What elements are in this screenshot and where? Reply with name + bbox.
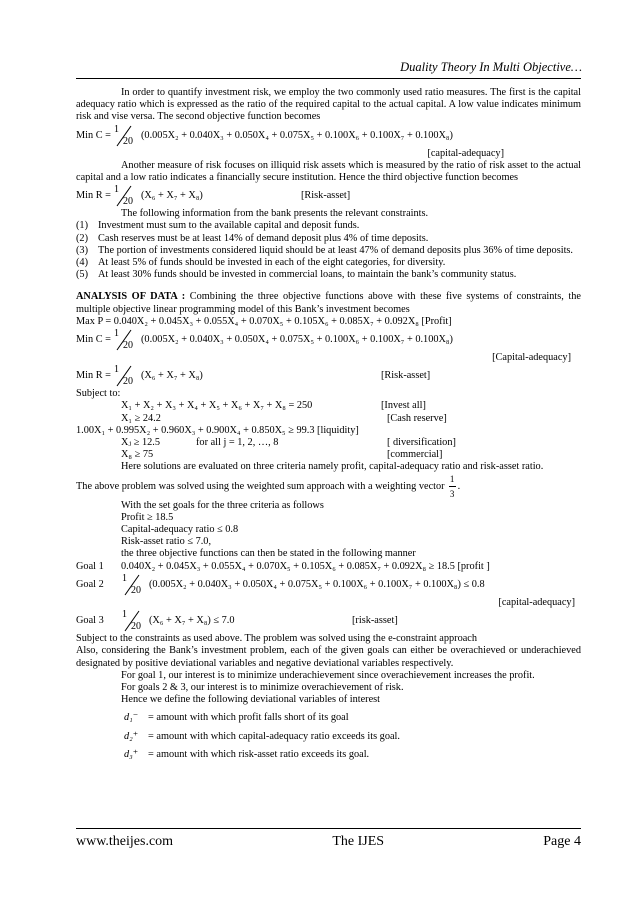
analysis-heading: ANALYSIS OF DATA :	[76, 291, 186, 303]
analysis-paragraph	[76, 291, 581, 315]
list-item: (3) The portion of investments considered liquid should be at least 47% of demand deposits plus 36% of time deposits.	[76, 244, 574, 256]
paragraph-criteria: Here solutions are evaluated on three criteria namely profit, capital-adequacy ratio and risk-asset ratio.	[121, 461, 544, 473]
paragraph-set-goals: With the set goals for the three criteria as follows	[121, 499, 324, 511]
min-r-equation-2: Min R = 1 20 (X₆ + X₇ + X₈) [Risk-asset]	[76, 364, 431, 388]
fraction-one-twentieth: 1 20	[114, 184, 133, 208]
fraction-one-twentieth: 1 20	[114, 364, 133, 388]
goal-2-tag: [capital-adequacy]	[498, 596, 575, 608]
list-item: (1) Investment must sum to the available capital and deposit funds.	[76, 220, 360, 232]
paragraph-goals-2-3: For goals 2 & 3, our interest is to minimize overachievement of risk.	[121, 681, 404, 693]
footer-page-number: Page 4	[543, 834, 581, 849]
paragraph-illiquid-risk: Another measure of risk focuses on illiquid risk assets which is measured by the ratio of risk asset to the actual capital and a low ratio indicates a financially secure institution. Hence the third objective function becomes	[76, 159, 581, 184]
goal-3-equation: Goal 3 1 20 (X₆ + X₇ + X₈) ≤ 7.0 [risk-asset]	[76, 609, 398, 633]
fraction-one-twentieth: 1 20	[114, 328, 133, 352]
constraint-invest-all: X₁ + X₂ + X₃ + X₄ + X₅ + X₆ + X₇ + X₈ = 250 [Invest all]	[121, 400, 426, 412]
page-body	[76, 87, 581, 761]
max-p-equation: Max P = 0.040X₂ + 0.045X₃ + 0.055X₄ + 0.070X₅ + 0.105X₆ + 0.085X₇ + 0.092X₈ [Profit]	[76, 315, 452, 327]
fraction-one-twentieth: 1 20	[122, 609, 141, 633]
constraint-commercial: X₈ ≥ 75 [commercial]	[121, 449, 443, 461]
page-footer	[76, 834, 581, 850]
min-c-equation	[76, 124, 581, 148]
header-rule	[76, 78, 581, 79]
goal-profit: Profit ≥ 18.5	[121, 511, 174, 523]
goal-risk: Risk-asset ratio ≤ 7.0,	[121, 536, 212, 548]
min-c-expression: (0.005X₂ + 0.040X₃ + 0.050X₄ + 0.075X₅ + 0.100X₆ + 0.100X₇ + 0.100X₈)	[141, 129, 453, 141]
goal-capital: Capital-adequacy ratio ≤ 0.8	[121, 524, 239, 536]
paragraph-e-constraint: Subject to the constraints as used above. The problem was solved using the e-constraint approach	[76, 633, 478, 645]
min-r-label: Min R =	[76, 190, 111, 202]
paragraph-constraints-intro: The following information from the bank presents the relevant constraints.	[121, 208, 429, 220]
goal-1-equation: Goal 1 0.040X₂ + 0.045X₃ + 0.055X₄ + 0.070X₅ + 0.105X₆ + 0.085X₇ + 0.092X₈ ≥ 18.5 [profit ]	[76, 560, 490, 572]
deviation-d1: d₁⁻ = amount with which profit falls short of its goal	[124, 712, 349, 724]
paragraph-deviational: Also, considering the Bank’s investment problem, each of the given goals can either be overachieved or underachieved designated by positive deviational variables and negative deviational variables respectively.	[76, 645, 581, 669]
paragraph-define: Hence we define the following deviational variables of interest	[121, 694, 381, 706]
constraint-diversification: Xⱼ ≥ 12.5 for all j = 1, 2, …, 8 [ diversification]	[121, 437, 456, 449]
min-c-equation-2: Min C = 1 20 (0.005X₂ + 0.040X₃ + 0.050X₄ + 0.075X₅ + 0.100X₆ + 0.100X₇ + 0.100X₈)	[76, 328, 453, 352]
list-item: (4) At least 5% of funds should be invested in each of the eight categories, for diversity.	[76, 257, 446, 269]
min-r-expression: (X₆ + X₇ + X₈)	[141, 190, 203, 202]
footer-website: www.theijes.com	[76, 834, 174, 849]
fraction-one-twentieth: 1 20	[114, 123, 133, 147]
min-r-tag: [Risk-asset]	[301, 190, 351, 202]
footer-journal: The IJES	[332, 834, 385, 849]
fraction-one-twentieth: 1 20	[122, 572, 141, 596]
min-c-tag: [capital-adequacy]	[427, 147, 504, 159]
paragraph-goal-1: For goal 1, our interest is to minimize underachievement since overachievement increases the profit.	[121, 669, 535, 681]
min-c-label: Min C =	[76, 129, 111, 141]
weighting-vector-fraction: 1 3	[449, 474, 455, 500]
weighting-vector-line: The above problem was solved using the weighted sum approach with a weighting vector 1 3 .	[76, 474, 461, 500]
constraint-list	[76, 220, 581, 281]
constraint-cash-reserve: X₁ ≥ 24.2 [Cash reserve]	[121, 412, 447, 424]
constraint-liquidity: 1.00X₁ + 0.995X₂ + 0.960X₃ + 0.900X₄ + 0.850X₅ ≥ 99.3 [liquidity]	[76, 424, 359, 436]
list-item: (2) Cash reserves must be at least 14% of demand deposit plus 4% of time deposits.	[76, 232, 429, 244]
paragraph-risk-intro: In order to quantify investment risk, we employ the two commonly used ratio measures. The first is the capital adequacy ratio which is expressed as the ratio of the required capital to the actual capital. A low value indicates minimum risk and vise versa. The second objective function becomes	[76, 87, 581, 123]
goal-2-equation: Goal 2 1 20 (0.005X₂ + 0.040X₃ + 0.050X₄ + 0.075X₅ + 0.100X₆ + 0.100X₇ + 0.100X₈) ≤ 0.8	[76, 572, 485, 596]
min-c-tag-2: [Capital-adequacy]	[492, 352, 571, 364]
deviation-d3: d₃⁺ = amount with which risk-asset ratio exceeds its goal.	[124, 748, 370, 760]
subject-to-label: Subject to:	[76, 388, 121, 400]
running-header: Duality Theory In Multi Objective…	[400, 60, 582, 74]
deviation-d2: d₂⁺ = amount with which capital-adequacy ratio exceeds its goal.	[124, 730, 400, 742]
min-r-equation	[76, 184, 581, 208]
analysis-text: Combining the three objective functions above with these five systems of constraints, the multiple objective linear programming model of this Bank’s investment becomes	[76, 291, 581, 315]
footer-rule	[76, 828, 581, 829]
list-item: (5) At least 30% funds should be invested in commercial loans, to maintain the bank’s community status.	[76, 269, 517, 281]
paragraph-stated-manner: the three objective functions can then be stated in the following manner	[121, 548, 416, 560]
